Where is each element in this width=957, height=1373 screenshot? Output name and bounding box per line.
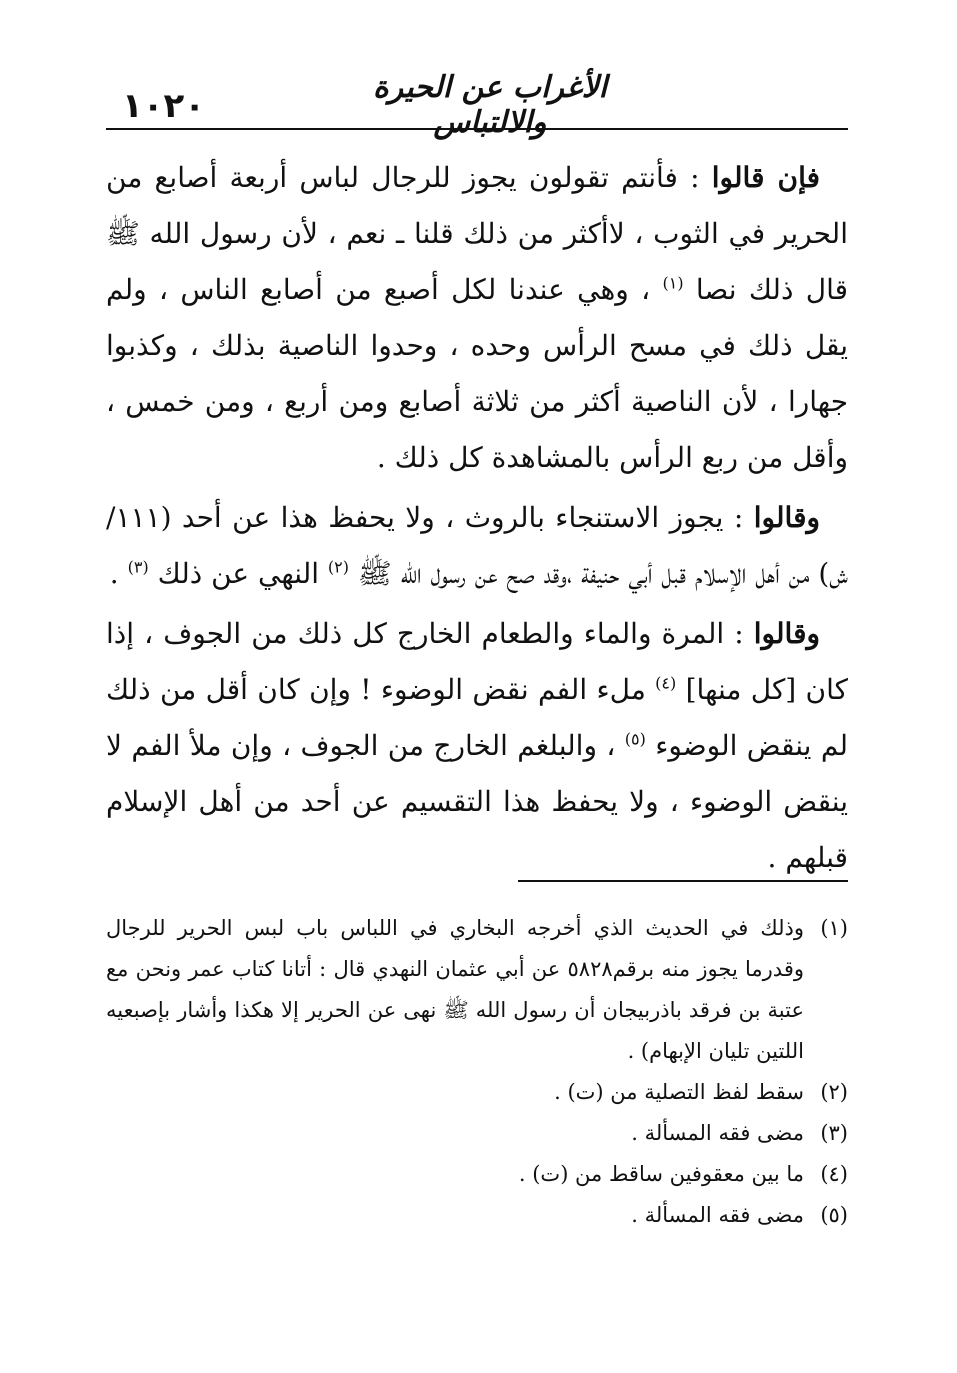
footnote-text: مضى فقه المسألة .	[631, 1121, 804, 1145]
footnote-reference: (٢)	[327, 557, 350, 577]
paragraph-text: : المرة والماء والطعام الخارج كل ذلك من الجوف ، إذا كان [كل منها]	[106, 617, 848, 706]
footnote-reference: (٤)	[655, 673, 677, 693]
footnote-reference: (٥)	[624, 729, 646, 749]
footnote-item	[106, 1113, 848, 1154]
footnotes	[106, 908, 848, 1236]
footnote-reference: (٣)	[127, 557, 149, 577]
footnote-reference: (١)	[662, 273, 684, 293]
footnote-text: ما بين معقوفين ساقط من (ت) .	[518, 1162, 804, 1186]
footnote-text: وذلك في الحديث الذي أخرجه البخاري في اللباس باب لبس الحرير للرجال وقدرما يجوز منه برقم٥٨٢٨ عن أبي عثمان النهدي قال : أتانا كتاب عمر ونحن مع عتبة بن فرقد باذربيجان أن رسول الله ﷺ نهى عن الحرير إلا هكذا وأشار بإصبعيه اللتين تليان الإبهام) .	[106, 916, 805, 1063]
footnote-item	[106, 1154, 848, 1195]
footnote-number: (٢)	[820, 1080, 848, 1104]
paragraph-lead: وقالوا	[753, 617, 820, 650]
header-rule	[106, 128, 848, 130]
paragraph-text: : فأنتم تقولون يجوز للرجال لباس أربعة أصابع من الحرير في الثوب ، لاأكثر من ذلك قلنا ـ نعم ، لأن رسول الله ﷺ قال ذلك نصا	[106, 161, 848, 306]
footnote-item	[106, 1072, 848, 1113]
page-header	[0, 0, 957, 140]
footnote-item	[106, 1195, 848, 1236]
paragraph-text: ، والبلغم الخارج من الجوف ، وإن ملأ الفم لا ينقض الوضوء ، ولا يحفظ هذا التقسيم عن أحد من أهل الإسلام قبلهم .	[106, 729, 848, 874]
footnote-text: سقط لفظ التصلية من (ت) .	[554, 1080, 804, 1104]
paragraph	[106, 150, 848, 486]
footnote-item	[106, 908, 848, 1072]
footnotes-separator	[518, 880, 848, 882]
footnote-number: (٣)	[820, 1121, 848, 1145]
footnote-number: (٥)	[820, 1203, 848, 1227]
footnote-number: (١)	[820, 916, 848, 940]
paragraph-text: .	[109, 557, 128, 590]
paragraph-lead: وقالوا	[753, 501, 820, 534]
paragraph	[106, 606, 848, 886]
paragraph	[106, 490, 848, 602]
footnote-number: (٤)	[820, 1162, 848, 1186]
paragraph-text: النهي عن ذلك	[157, 557, 328, 590]
main-text	[106, 150, 848, 890]
page-number: ١٠٢٠	[122, 86, 206, 126]
paragraph-text: ، وهي عندنا لكل أصبع من أصابع الناس ، ولم يقل ذلك في مسح الرأس وحده ، وحدوا الناصية بذلك ، وكذبوا جهارا ، لأن الناصية أكثر من ثلاثة أصابع ومن أربع ، ومن خمس ، وأقل من ربع الرأس بالمشاهدة كل ذلك .	[106, 273, 848, 474]
footnote-text: مضى فقه المسألة .	[631, 1203, 804, 1227]
paragraph-lead: فإن قالوا	[711, 161, 821, 194]
paragraph-text: ملء الفم نقض الوضوء ! وإن كان أقل من ذلك لم ينقض الوضوء	[106, 673, 849, 762]
running-title: الأغراب عن الحيرة والالتباس	[372, 70, 608, 140]
paragraph-text: : يجوز الاستنجاء بالروث ، ولا يحفظ هذا عن أحد (١١١/ ش) من أهل الإسلام قبل أبي حنيفة ،وقد صح عن رسول الله ﷺ	[106, 501, 848, 590]
